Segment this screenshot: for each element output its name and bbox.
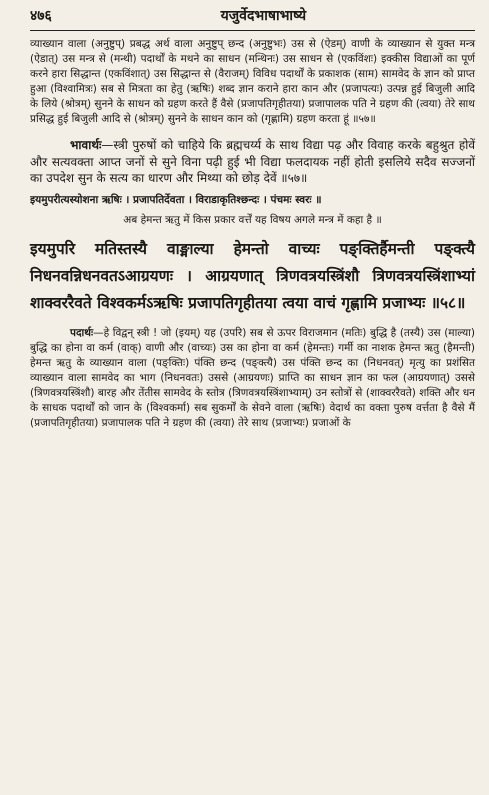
padartha-label: पदार्थः: [70, 326, 94, 339]
page-number: ४७६: [30, 8, 52, 24]
mantra-intro-line: अब हेमन्त ऋतु में किस प्रकार वर्त्तें यह विषय अगले मन्त्र में कहा है ॥: [123, 213, 382, 226]
continued-paragraph: व्याख्यान वाला (अनुष्टुप्) प्रबद्ध अर्थ वाला अनुष्टुप् छन्द (अनुष्टुभः) उस से (ऐडम्) वाणी के व्याख्यान से युक्त मन्त्र (ऐडात्) उस मन्त्र से (मन्थी) पदार्थों के मथने का साधन (मन्थिनः) उस साधन से (एकविंशः) इक्कीस विद्याओं का पूर्ण करने हारा सिद्धान्त (एकविंशात्) उस सिद्धान्त से (वैराजम्) विविध पदार्थों के प्रकाशक (साम) सामवेद के ज्ञान को प्राप्त हुआ (विश्वामित्रः) सब से मित्रता का हेतु (ऋषिः) शब्द ज्ञान कराने हारा कान और (प्रजापत्यः) उत्पन्न हुई बिजुली आदि के लिये (श्रोत्रम्) सुनने के साधन को ग्रहण करते हैं वैसे (प्रजापतिगृहीतया) प्रजापालक पति ने ग्रहण की (त्वया) तेरे साथ प्रसिद्ध हुई बिजुली आदि से (श्रोत्रम्) सुनने के साधन कान को (गृह्णामि) ग्रहण करता हूं ॥५७॥: [30, 38, 475, 125]
running-title: यजुर्वेदभाषाभाष्ये: [220, 8, 307, 24]
mantra-text: इयमुपरि मतिस्तस्यै वाङ्माल्या हेमन्तो वाच्यः पङ्क्तिर्हैमन्ती पङ्क्त्यै निधनवन्निधनवतऽआग्रयणः । आग्रयणात् त्रिणवत्रयस्त्रिंशौ त्रिणवत्रयस्त्रिंशाभ्यां शाक्वररैवते विश्वकर्मऽऋषिः प्रजापतिगृहीतया त्वया वाचं गृह्णामि प्रजाभ्यः ॥५८॥: [30, 238, 475, 312]
header-rule: [30, 30, 475, 31]
bhavartha-label: भावार्थः: [70, 138, 102, 152]
padartha-text: —हे विद्वन् स्त्री ! जो (इयम्) यह (उपरि) सब से ऊपर विराजमान (मतिः) बुद्धि है (तस्यै) उस (माल्या) बुद्धि का होना वा कर्म (वाक्) वाणी और (वाच्यः) उस का होना वा कर्म (हेमन्तः) गर्मी का नाशक हेमन्त ऋतु (हैमन्ती) हेमन्त ऋतु के व्याख्यान वाला (पङ्क्तिः) पंक्ति छन्द (पङ्क्त्यै) उस पंक्ति छन्द का (निधनवत्) मृत्यु का प्रशंसित व्याख्यान वाला सामवेद का भाग (निधनवतः) उससे (आग्रयणः) प्राप्ति का साधन ज्ञान का फल (आग्रयणात्) उससे (त्रिणवत्रयस्त्रिंशौ) बारह और तेंतीस सामवेद के स्तोत्र (त्रिणवत्रयस्त्रिंशाभ्याम्) उन स्तोत्रों से (शाक्वररैवते) शक्ति और धन के साधक पदार्थों को जान के (विश्वकर्मा) सब सुकर्मों के सेवने वाला (ऋषिः) वेदार्थ का वक्ता पुरुष वर्त्तता है वैसे मैं (प्रजापतिगृहीतया) प्रजापालक पति ने ग्रहण की (त्वया) तेरे साथ (प्रजाभ्यः) प्रजाओं के: [30, 326, 475, 429]
padartha-paragraph: [30, 326, 475, 431]
mantra-meta-line: इयमुपरीत्यस्योशना ऋषिः । प्रजापतिर्देवता । विराडाकृतिश्छन्दः । पंचमः स्वरः ॥: [30, 193, 322, 206]
bhavartha-text: —स्त्री पुरुषों को चाहिये कि ब्रह्मचर्य्य के साथ विद्या पढ़ और विवाह करके बहुश्रुत होवें और सत्यवक्ता आप्त जनों से सुने विना पढ़ी हुई भी विद्या फलदायक नहीं होती इसलिये सदैव सज्जनों का उपदेश सुन के सत्य का धारण और मिथ्या को छोड़ देवें ॥५७॥: [30, 138, 475, 185]
page-header: [30, 6, 475, 28]
bhavartha-paragraph: [30, 137, 475, 187]
